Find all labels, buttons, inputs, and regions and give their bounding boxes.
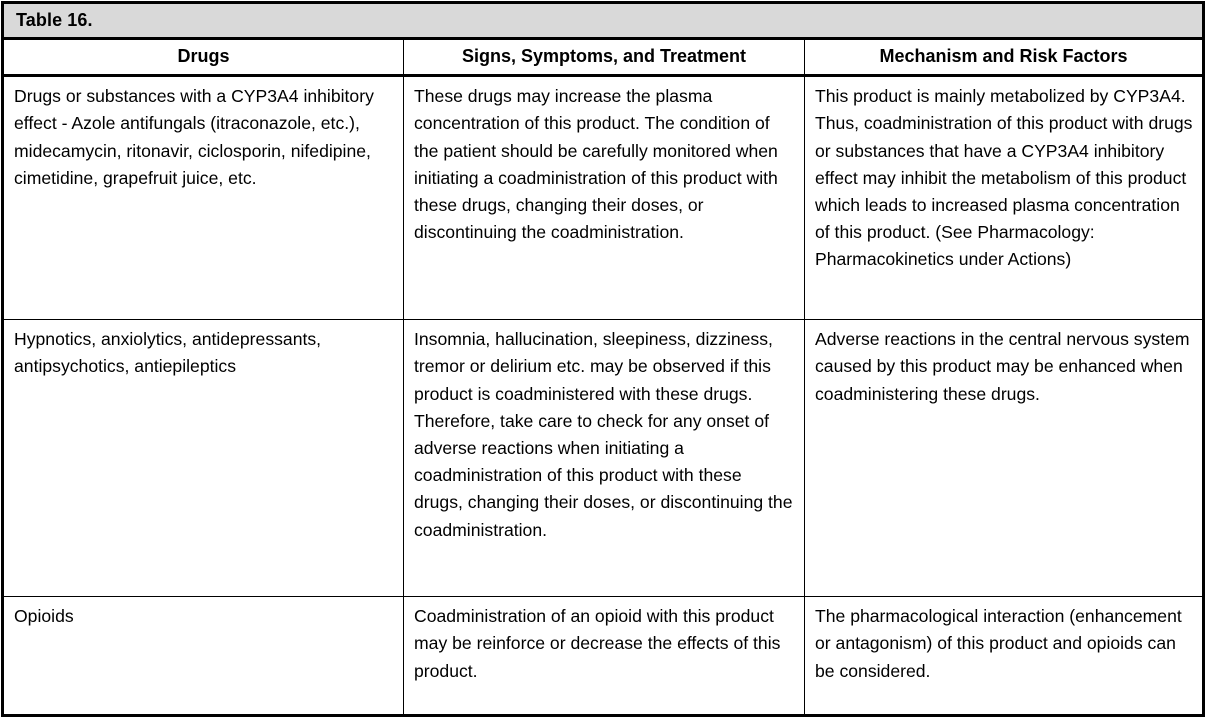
table-caption-row — [3, 3, 1204, 39]
cell-text-signs: Insomnia, hallucination, sleepiness, dizziness, tremor or delirium etc. may be observed if this product is coadministered with these drugs. Therefore, take care to check for any onset of adverse reactions when initiating a coadministration of this product with these drugs, changing their doses, or discontinuing the coadministration. — [414, 329, 798, 540]
cell-text-signs: These drugs may increase the plasma concentration of this product. The condition of the patient should be carefully monitored when initiating a coadministration of this product with these drugs, changing their doses, or discontinuing the coadministration. — [414, 86, 783, 243]
table-header-row — [3, 39, 1204, 76]
cell-mechanism — [805, 320, 1204, 597]
cell-text-signs: Coadministration of an opioid with this product may be reinforce or decrease the effects of this product. — [414, 606, 786, 681]
column-header-mechanism-risk-factors: Mechanism and Risk Factors — [805, 39, 1204, 76]
cell-mechanism — [805, 76, 1204, 320]
cell-drugs — [3, 320, 404, 597]
column-header-signs-symptoms-treatment: Signs, Symptoms, and Treatment — [404, 39, 805, 76]
cell-signs — [404, 76, 805, 320]
cell-signs — [404, 597, 805, 716]
table-container — [0, 1, 1205, 693]
table-row — [3, 320, 1204, 597]
cell-signs — [404, 320, 805, 597]
column-header-drugs: Drugs — [3, 39, 404, 76]
cell-text-mechanism: Adverse reactions in the central nervous system caused by this product may be enhanced when coadministering these drugs. — [815, 329, 1195, 404]
table-row — [3, 597, 1204, 716]
table-row — [3, 76, 1204, 320]
cell-drugs — [3, 597, 404, 716]
cell-text-drugs: Drugs or substances with a CYP3A4 inhibitory effect - Azole antifungals (itraconazole, etc.), midecamycin, ritonavir, ciclosporin, nifedipine, cimetidine, grapefruit juice, etc. — [14, 86, 379, 188]
cell-text-mechanism: This product is mainly metabolized by CYP3A4. Thus, coadministration of this product with drugs or substances that have a CYP3A4 inhibitory effect may inhibit the metabolism of this product which leads to increased plasma concentration of this product. (See Pharmacology: Pharmacokinetics under Actions) — [815, 86, 1198, 270]
cell-text-mechanism: The pharmacological interaction (enhancement or antagonism) of this product and opioids can be considered. — [815, 606, 1187, 681]
cell-mechanism — [805, 597, 1204, 716]
cell-text-drugs: Hypnotics, anxiolytics, antidepressants, antipsychotics, antiepileptics — [14, 329, 326, 377]
drug-interaction-table — [1, 1, 1205, 717]
cell-text-drugs: Opioids — [14, 606, 74, 627]
cell-drugs — [3, 76, 404, 320]
table-caption: Table 16. — [3, 3, 1204, 39]
